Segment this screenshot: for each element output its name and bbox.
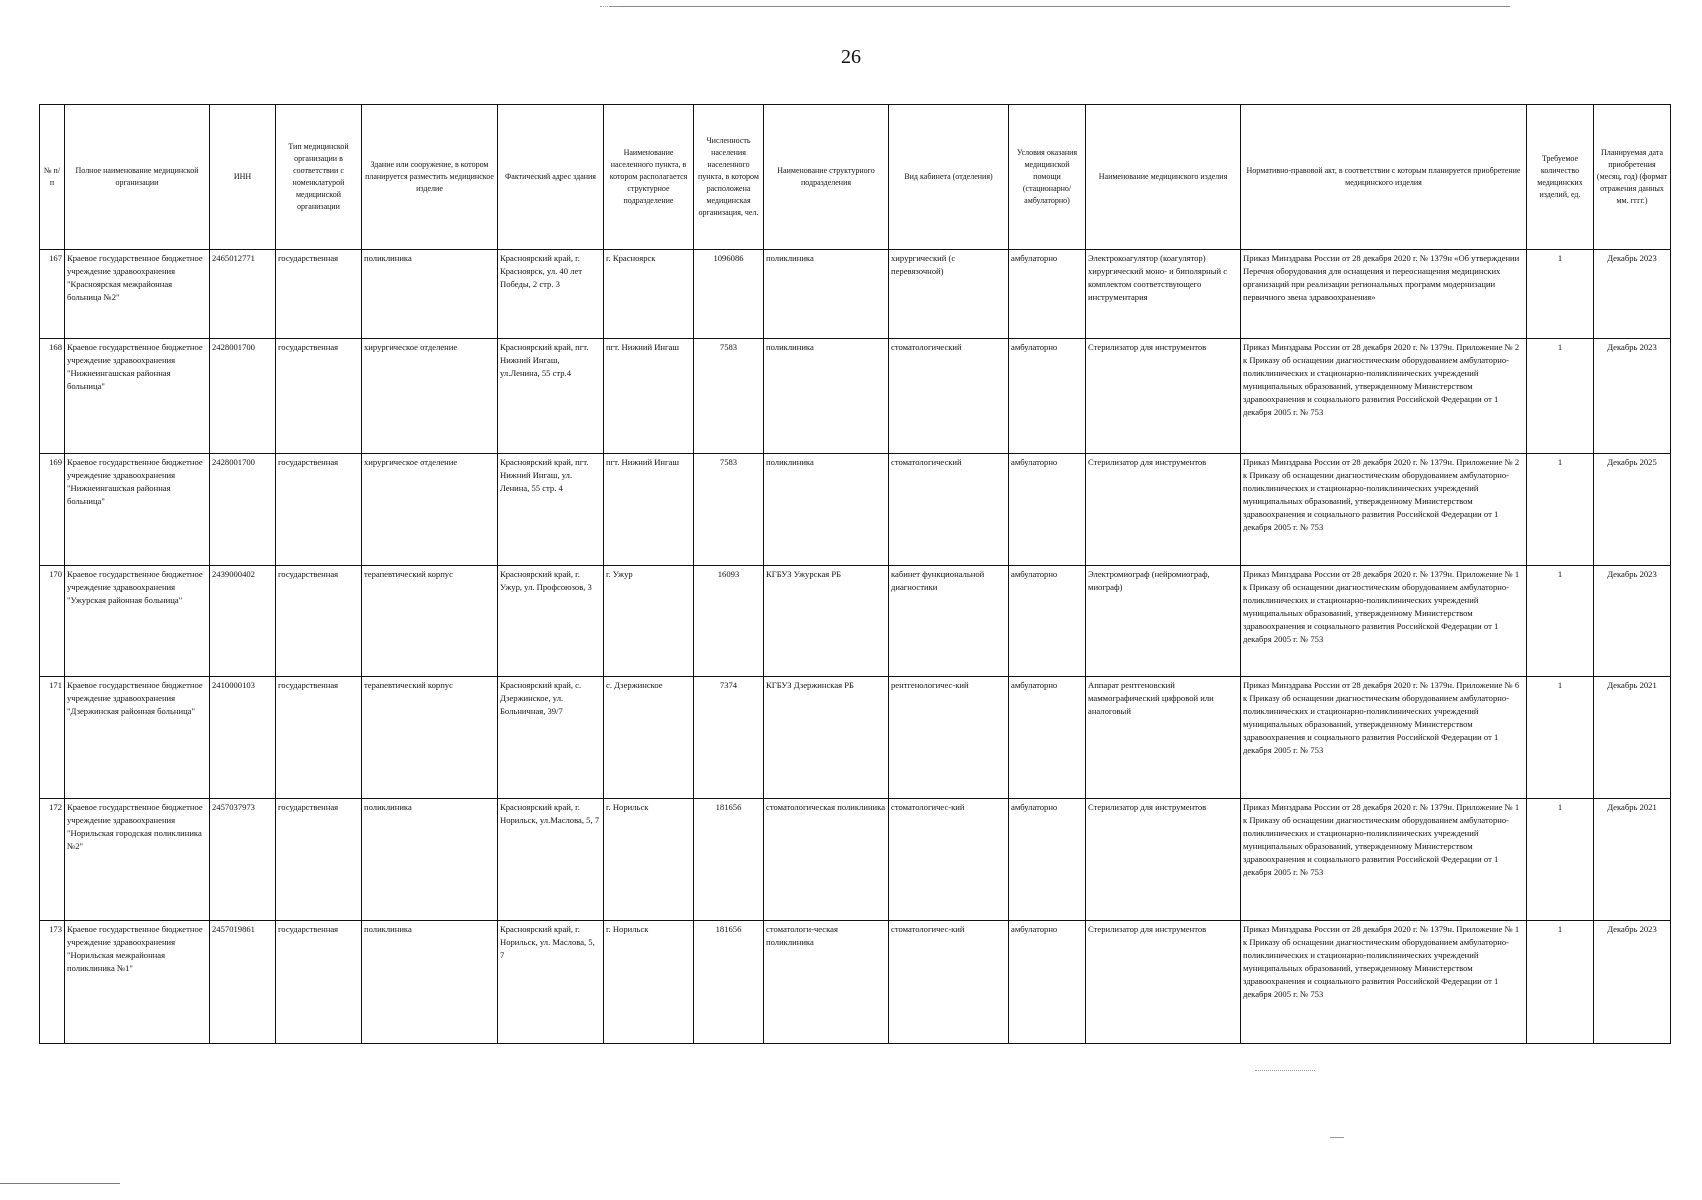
scan-artifact-dash	[1330, 1137, 1344, 1138]
building: поликлиника	[362, 799, 498, 921]
population: 1096086	[694, 250, 764, 339]
address: Красноярский край, г. Норильск, ул. Маслова, 5, 7	[498, 921, 604, 1044]
locality: г. Норильск	[604, 921, 694, 1044]
org-type: государственная	[276, 339, 362, 454]
cabinet-type: стоматологичес-кий	[889, 921, 1009, 1044]
cabinet-type: стоматологический	[889, 454, 1009, 566]
org-name: Краевое государственное бюджетное учреждение здравоохранения "Красноярская межрайонная больница №2"	[65, 250, 210, 339]
care-conditions: амбулаторно	[1009, 250, 1086, 339]
inn: 2428001700	[210, 454, 276, 566]
row-number: 167	[40, 250, 65, 339]
device-name: Стерилизатор для инструментов	[1086, 454, 1241, 566]
inn: 2457037973	[210, 799, 276, 921]
planned-date: Декабрь 2025	[1594, 454, 1671, 566]
address: Красноярский край, пгт. Нижний Ингаш, ул.Ленина, 55 стр.4	[498, 339, 604, 454]
cabinet-type: хирургический (с перевязочной)	[889, 250, 1009, 339]
planned-date: Декабрь 2021	[1594, 799, 1671, 921]
table-row	[40, 454, 1671, 566]
header-cell: Тип медицинской организации в соответствии с номенклатурой медицинской организации	[276, 105, 362, 250]
cabinet-type: кабинет функциональной диагностики	[889, 566, 1009, 677]
header-cell: Планируемая дата приобретения (месяц, год) (формат отражения данных мм. гггг.)	[1594, 105, 1671, 250]
inn: 2428001700	[210, 339, 276, 454]
inn: 2465012771	[210, 250, 276, 339]
building: поликлиника	[362, 921, 498, 1044]
legal-act: Приказ Минздрава России от 28 декабря 2020 г. № 1379н. Приложение № 2 к Приказу об оснащении диагностическим оборудованием амбулаторно-поликлинических и стационарно-поликлинических учреждений муниципальных образований, утвержденному Министерством здравоохранения и социального развития Российской Федерации от 1 декабря 2005 г. № 753	[1241, 454, 1527, 566]
org-name: Краевое государственное бюджетное учреждение здравоохранения "Нижнеингашская районная больница"	[65, 339, 210, 454]
table-row	[40, 921, 1671, 1044]
row-number: 168	[40, 339, 65, 454]
population: 7583	[694, 339, 764, 454]
address: Красноярский край, с. Дзержинское, ул. Больничная, 39/7	[498, 677, 604, 799]
header-cell: Наименование медицинского изделия	[1086, 105, 1241, 250]
legal-act: Приказ Минздрава России от 28 декабря 2020 г. № 1379н. Приложение № 1 к Приказу об оснащении диагностическим оборудованием амбулаторно-поликлинических и стационарно-поликлинических учреждений муниципальных образований, утвержденному Министерством здравоохранения и социального развития Российской Федерации от 1 декабря 2005 г. № 753	[1241, 566, 1527, 677]
population: 16093	[694, 566, 764, 677]
row-number: 172	[40, 799, 65, 921]
cabinet-type: стоматологический	[889, 339, 1009, 454]
scan-artifact-dots	[1255, 1070, 1315, 1071]
inn: 2410000103	[210, 677, 276, 799]
legal-act: Приказ Минздрава России от 28 декабря 2020 г. № 1379н. Приложение № 6 к Приказу об оснащении диагностическим оборудованием амбулаторно-поликлинических и стационарно-поликлинических учреждений муниципальных образований, утвержденному Министерством здравоохранения и социального развития Российской Федерации от 1 декабря 2005 г. № 753	[1241, 677, 1527, 799]
building: хирургическое отделение	[362, 339, 498, 454]
legal-act: Приказ Минздрава России от 28 декабря 2020 г. № 1379н. Приложение № 2 к Приказу об оснащении диагностическим оборудованием амбулаторно-поликлинических и стационарно-поликлинических учреждений муниципальных образований, утвержденному Министерством здравоохранения и социального развития Российской Федерации от 1 декабря 2005 г. № 753	[1241, 339, 1527, 454]
table-row	[40, 799, 1671, 921]
care-conditions: амбулаторно	[1009, 454, 1086, 566]
structural-unit: поликлиника	[764, 454, 889, 566]
org-type: государственная	[276, 677, 362, 799]
row-number: 171	[40, 677, 65, 799]
header-cell: Фактический адрес здания	[498, 105, 604, 250]
org-name: Краевое государственное бюджетное учреждение здравоохранения "Ужурская районная больница"	[65, 566, 210, 677]
locality: пгт. Нижний Ингаш	[604, 339, 694, 454]
quantity: 1	[1527, 454, 1594, 566]
org-type: государственная	[276, 454, 362, 566]
population: 181656	[694, 799, 764, 921]
header-cell: Наименование структурного подразделения	[764, 105, 889, 250]
structural-unit: КГБУЗ Дзержинская РБ	[764, 677, 889, 799]
org-name: Краевое государственное бюджетное учреждение здравоохранения "Нижнеингашская районная больница"	[65, 454, 210, 566]
table-row	[40, 339, 1671, 454]
device-name: Стерилизатор для инструментов	[1086, 921, 1241, 1044]
address: Красноярский край, г. Красноярск, ул. 40 лет Победы, 2 стр. 3	[498, 250, 604, 339]
cabinet-type: стоматологичес-кий	[889, 799, 1009, 921]
org-type: государственная	[276, 921, 362, 1044]
inn: 2457019861	[210, 921, 276, 1044]
org-type: государственная	[276, 250, 362, 339]
address: Красноярский край, г. Норильск, ул.Маслова, 5, 7	[498, 799, 604, 921]
address: Красноярский край, пгт. Нижний Ингаш, ул. Ленина, 55 стр. 4	[498, 454, 604, 566]
header-cell: Нормативно-правовой акт, в соответствии с которым планируется приобретение медицинского изделия	[1241, 105, 1527, 250]
header-cell: № п/п	[40, 105, 65, 250]
care-conditions: амбулаторно	[1009, 921, 1086, 1044]
legal-act: Приказ Минздрава России от 28 декабря 2020 г. № 1379н. Приложение № 1 к Приказу об оснащении диагностическим оборудованием амбулаторно-поликлинических и стационарно-поликлинических учреждений муниципальных образований, утвержденному Министерством здравоохранения и социального развития Российской Федерации от 1 декабря 2005 г. № 753	[1241, 799, 1527, 921]
header-cell: Вид кабинета (отделения)	[889, 105, 1009, 250]
structural-unit: стоматологи-ческая поликлиника	[764, 921, 889, 1044]
scan-artifact-line	[610, 6, 1510, 7]
quantity: 1	[1527, 339, 1594, 454]
device-name: Стерилизатор для инструментов	[1086, 799, 1241, 921]
device-name: Стерилизатор для инструментов	[1086, 339, 1241, 454]
quantity: 1	[1527, 566, 1594, 677]
structural-unit: поликлиника	[764, 250, 889, 339]
legal-act: Приказ Минздрава России от 28 декабря 2020 г. № 1379н «Об утверждении Перечня оборудования для оснащения и переоснащения медицинских организаций при реализации региональных программ модернизации первичного звена здравоохранения»	[1241, 250, 1527, 339]
device-name: Аппарат рентгеновский маммографический цифровой или аналоговый	[1086, 677, 1241, 799]
planned-date: Декабрь 2023	[1594, 250, 1671, 339]
locality: г. Норильск	[604, 799, 694, 921]
building: терапевтический корпус	[362, 677, 498, 799]
structural-unit: поликлиника	[764, 339, 889, 454]
quantity: 1	[1527, 921, 1594, 1044]
page-number: 26	[841, 46, 861, 68]
org-type: государственная	[276, 566, 362, 677]
quantity: 1	[1527, 799, 1594, 921]
scan-artifact-line	[0, 1183, 120, 1184]
org-name: Краевое государственное бюджетное учреждение здравоохранения "Дзержинская районная больница"	[65, 677, 210, 799]
population: 7374	[694, 677, 764, 799]
header-cell: ИНН	[210, 105, 276, 250]
building: терапевтический корпус	[362, 566, 498, 677]
org-name: Краевое государственное бюджетное учреждение здравоохранения "Норильская городская поликлиника №2"	[65, 799, 210, 921]
locality: г. Красноярск	[604, 250, 694, 339]
locality: г. Ужур	[604, 566, 694, 677]
address: Красноярский край, г. Ужур, ул. Профсоюзов, 3	[498, 566, 604, 677]
population: 7583	[694, 454, 764, 566]
planned-date: Декабрь 2023	[1594, 339, 1671, 454]
planned-date: Декабрь 2023	[1594, 921, 1671, 1044]
header-cell: Требуемое количество медицинских изделий, ед.	[1527, 105, 1594, 250]
header-cell: Численность населения населенного пункта, в котором расположена медицинская организация, чел.	[694, 105, 764, 250]
care-conditions: амбулаторно	[1009, 799, 1086, 921]
table-row	[40, 250, 1671, 339]
row-number: 170	[40, 566, 65, 677]
row-number: 169	[40, 454, 65, 566]
locality: пгт. Нижний Ингаш	[604, 454, 694, 566]
header-cell: Условия оказания медицинской помощи (стационарно/ амбулаторно)	[1009, 105, 1086, 250]
device-name: Электрокоагулятор (коагулятор) хирургический моно- и биполярный с комплектом соответствующего инструментария	[1086, 250, 1241, 339]
structural-unit: КГБУЗ Ужурская РБ	[764, 566, 889, 677]
inn: 2439000402	[210, 566, 276, 677]
legal-act: Приказ Минздрава России от 28 декабря 2020 г. № 1379н. Приложение № 1 к Приказу об оснащении диагностическим оборудованием амбулаторно-поликлинических и стационарно-поликлинических учреждений муниципальных образований, утвержденному Министерством здравоохранения и социального развития Российской Федерации от 1 декабря 2005 г. № 753	[1241, 921, 1527, 1044]
care-conditions: амбулаторно	[1009, 566, 1086, 677]
org-type: государственная	[276, 799, 362, 921]
scan-artifact-dots	[600, 6, 620, 8]
planned-date: Декабрь 2023	[1594, 566, 1671, 677]
table-row	[40, 677, 1671, 799]
header-cell: Наименование населенного пункта, в котором располагается структурное подразделение	[604, 105, 694, 250]
care-conditions: амбулаторно	[1009, 339, 1086, 454]
org-name: Краевое государственное бюджетное учреждение здравоохранения "Норильская межрайонная поликлиника №1"	[65, 921, 210, 1044]
planned-date: Декабрь 2021	[1594, 677, 1671, 799]
row-number: 173	[40, 921, 65, 1044]
locality: с. Дзержинское	[604, 677, 694, 799]
population: 181656	[694, 921, 764, 1044]
device-name: Электромиограф (нейромиограф, миограф)	[1086, 566, 1241, 677]
quantity: 1	[1527, 677, 1594, 799]
header-cell: Здание или сооружение, в котором планируется разместить медицинское изделие	[362, 105, 498, 250]
building: хирургическое отделение	[362, 454, 498, 566]
cabinet-type: рентгенологичес-кий	[889, 677, 1009, 799]
table-header-row	[40, 105, 1671, 250]
care-conditions: амбулаторно	[1009, 677, 1086, 799]
building: поликлиника	[362, 250, 498, 339]
structural-unit: стоматологическая поликлиника	[764, 799, 889, 921]
equipment-table	[39, 104, 1671, 1044]
header-cell: Полное наименование медицинской организации	[65, 105, 210, 250]
table-row	[40, 566, 1671, 677]
quantity: 1	[1527, 250, 1594, 339]
